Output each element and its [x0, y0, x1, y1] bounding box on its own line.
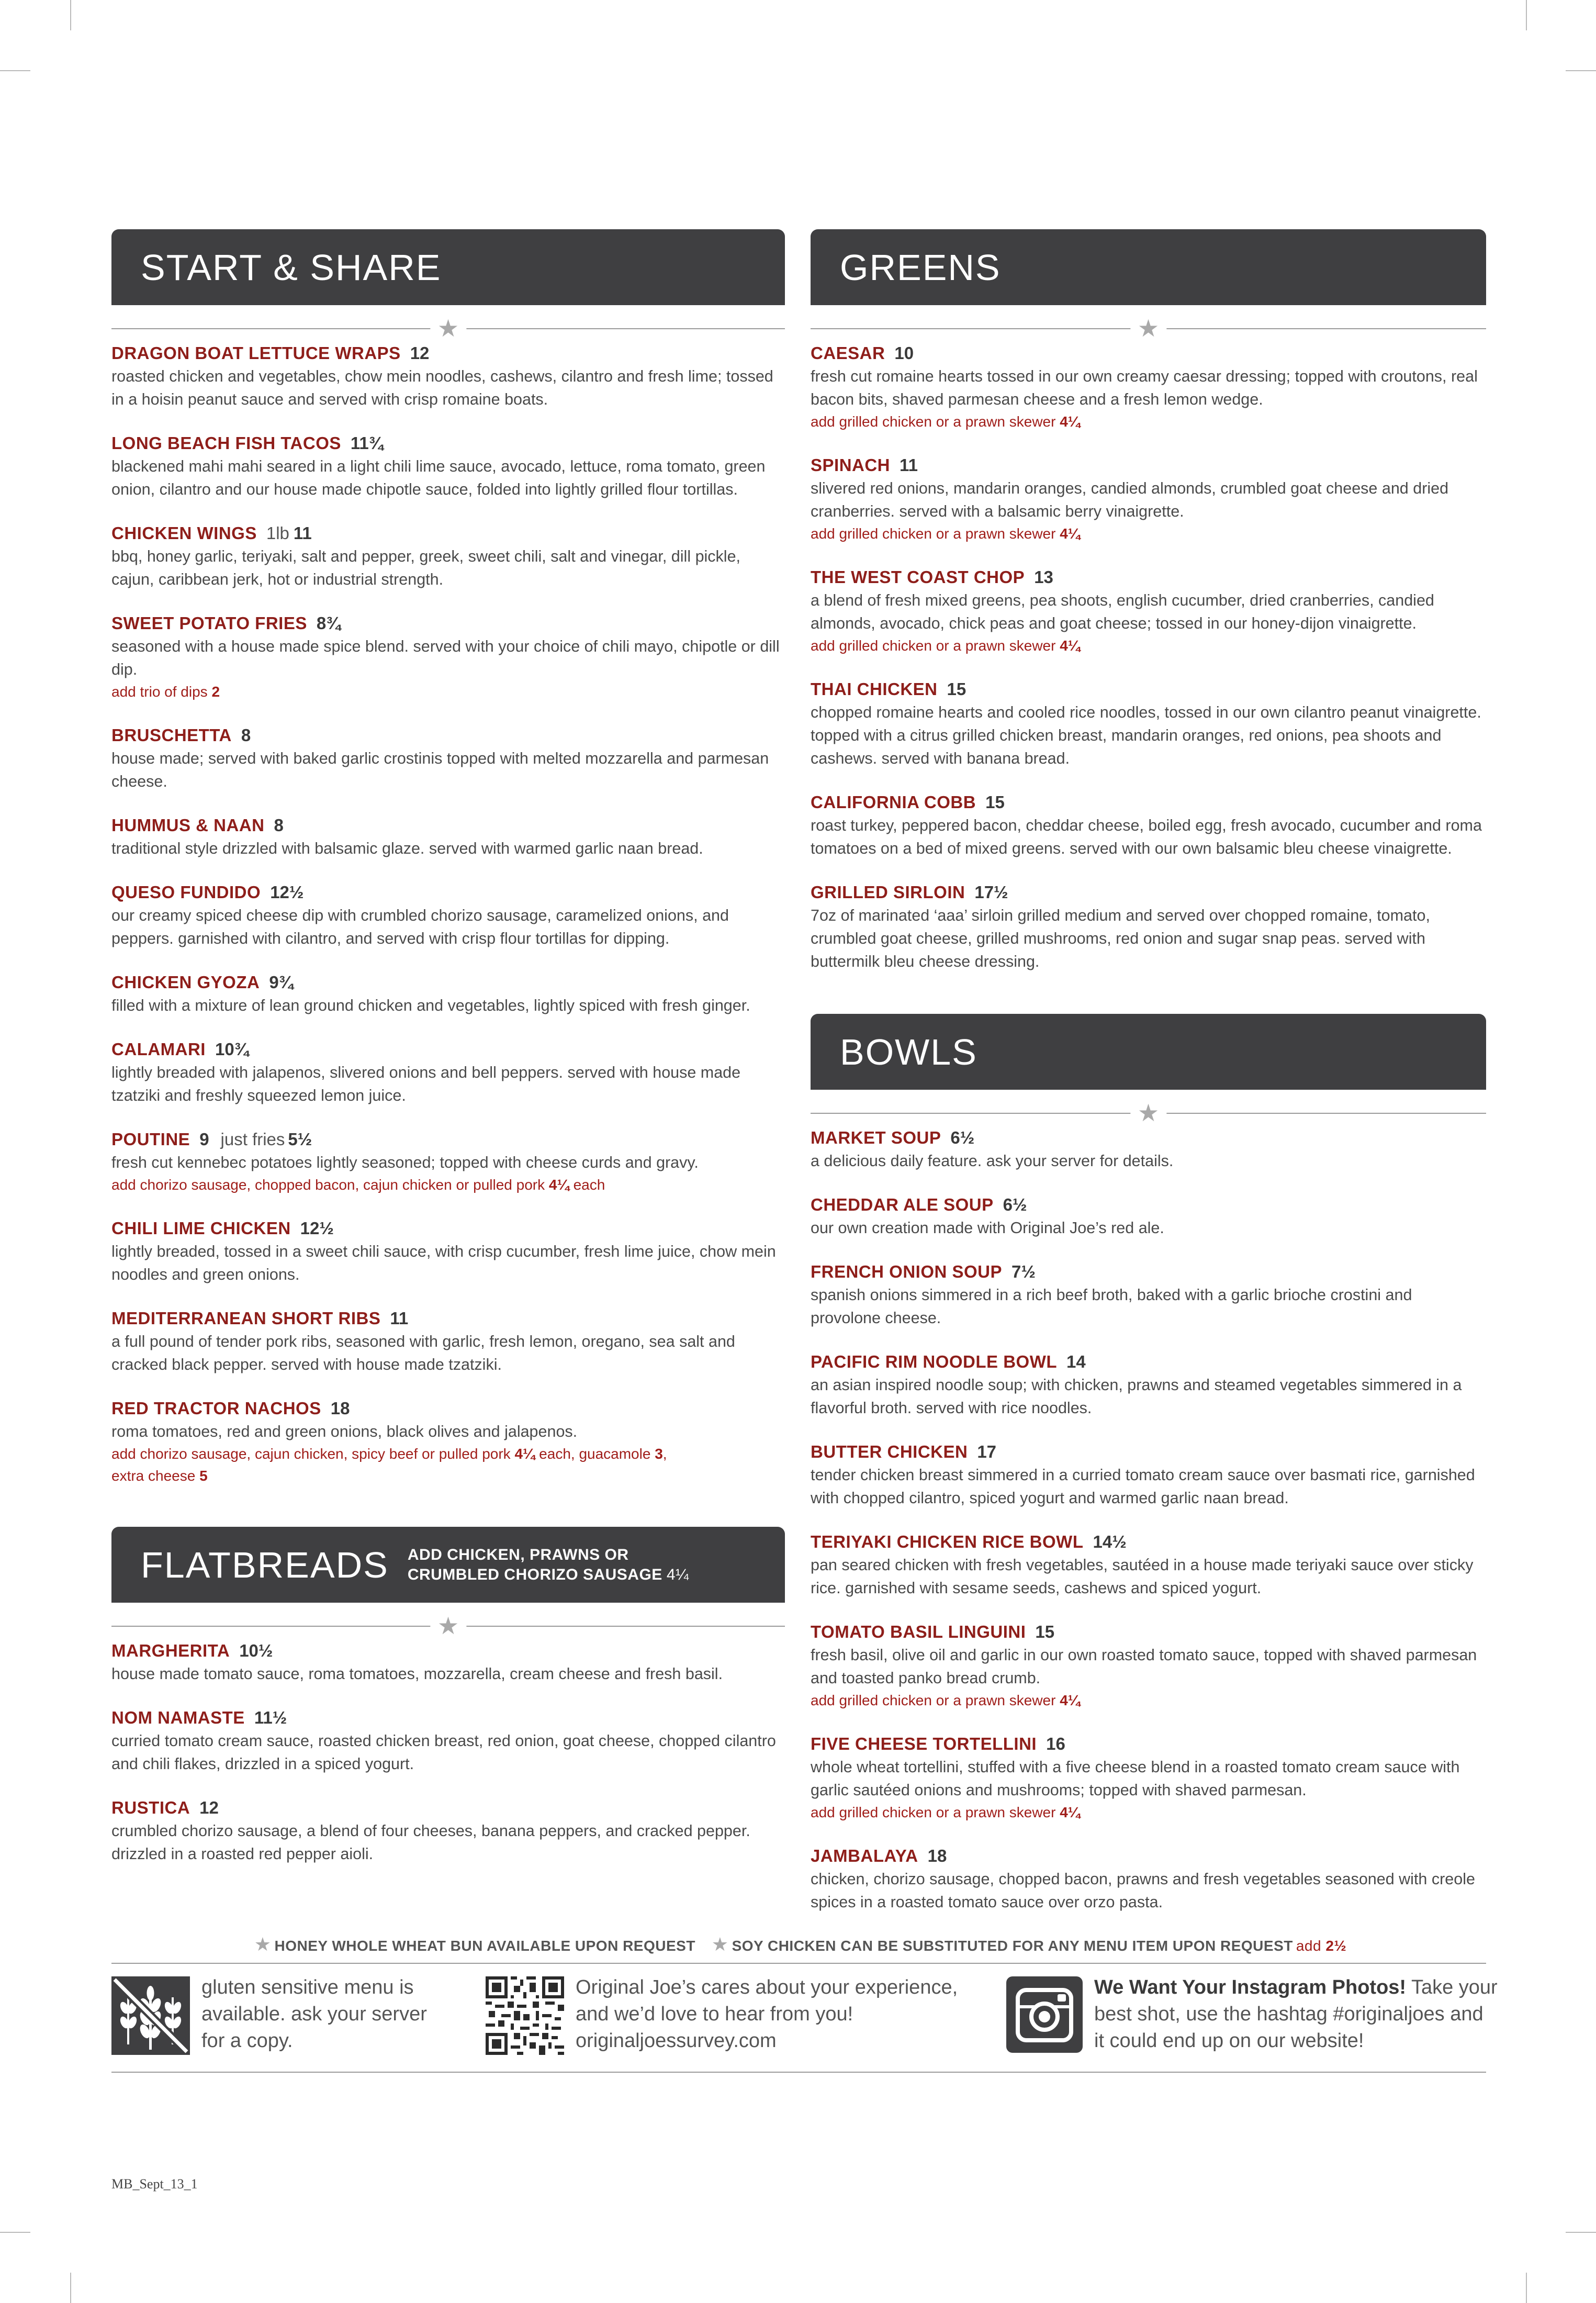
menu-item [811, 881, 1486, 973]
add-on-price: 4¼ [1060, 526, 1081, 542]
menu-item-header [111, 432, 785, 455]
menu-item-header [111, 724, 785, 747]
menu-item [811, 1440, 1486, 1510]
menu-item-header [111, 342, 785, 365]
item-price: 14 [1066, 1352, 1086, 1371]
star-icon: ★ [1130, 314, 1166, 343]
menu-item [111, 1796, 785, 1865]
add-on-suffix: each, guacamole [539, 1446, 651, 1462]
item-description: tender chicken breast simmered in a curried tomato cream sauce over basmati rice, garnished with chopped cilantro, spiced yogurt and warmed garlic naan bread. [811, 1466, 1475, 1507]
item-description: curried tomato cream sauce, roasted chicken breast, red onion, goat cheese, chopped cilantro and chili flakes, drizzled in a spiced yogurt. [111, 1732, 776, 1773]
item-price: 13 [1034, 567, 1053, 587]
item-name: FRENCH ONION SOUP [811, 1262, 1003, 1281]
item-name: JAMBALAYA [811, 1846, 918, 1865]
add-on-price: 4¼ [514, 1446, 535, 1462]
item-description: crumbled chorizo sausage, a blend of four cheeses, banana peppers, and cracked pepper. drizzled in a roasted red pepper aioli. [111, 1822, 750, 1863]
add-on-price: 4¼ [1060, 1804, 1081, 1820]
menu-item [111, 1639, 785, 1685]
menu-item [811, 1350, 1486, 1419]
item-name: DRAGON BOAT LETTUCE WRAPS [111, 343, 401, 363]
item-name: RED TRACTOR NACHOS [111, 1399, 321, 1418]
item-add-on [811, 411, 1486, 433]
add-on-text: add grilled chicken or a prawn skewer [811, 413, 1056, 430]
item-name: CHICKEN WINGS [111, 523, 257, 543]
star-divider [811, 305, 1486, 342]
add-on-text: add grilled chicken or a prawn skewer [811, 526, 1056, 542]
add-on-suffix: each [573, 1177, 605, 1193]
item-price: 15 [1035, 1622, 1055, 1641]
item-name: SPINACH [811, 455, 891, 475]
item-name: RUSTICA [111, 1798, 190, 1817]
item-variant: just fries [220, 1130, 285, 1149]
menu-item-header [111, 814, 785, 837]
item-price: 9 [199, 1130, 209, 1149]
item-description: 7oz of marinated ‘aaa’ sirloin grilled medium and served over chopped romaine, tomato, crumbled goat cheese, grilled mushrooms, red onion and sugar snap peas. served with buttermilk bleu cheese dressing. [811, 907, 1430, 970]
item-description: bbq, honey garlic, teriyaki, salt and pepper, greek, sweet chili, salt and vinegar, dill pickle, cajun, caribbean jerk, hot or industrial strength. [111, 547, 741, 588]
menu-item-header [111, 1307, 785, 1330]
menu-item [811, 678, 1486, 770]
item-price: 11 [390, 1309, 409, 1328]
item-description: lightly breaded, tossed in a sweet chili sauce, with crisp cucumber, fresh lime juice, chow mein noodles and green onions. [111, 1243, 776, 1283]
crop-mark [1526, 2273, 1527, 2303]
footer-divider [111, 2072, 1486, 2073]
menu-item-header [811, 1732, 1486, 1756]
item-add-on: add chorizo sausage, cajun chicken, spicy beef or pulled pork 4¼ each, guacamole 3, [111, 1446, 667, 1462]
item-description: fresh cut romaine hearts tossed in our own creamy caesar dressing; topped with croutons, real bacon bits, shaved parmesan cheese and a fresh lemon wedge. [811, 367, 1478, 408]
menu-item [811, 1260, 1486, 1329]
add-on-price: 4¼ [1060, 1692, 1081, 1708]
item-price: 17 [977, 1442, 997, 1461]
item-name: BUTTER CHICKEN [811, 1442, 968, 1461]
item-name: LONG BEACH FISH TACOS [111, 433, 341, 453]
menu-item-header [811, 791, 1486, 814]
item-name: PACIFIC RIM NOODLE BOWL [811, 1352, 1058, 1371]
item-price: 14½ [1093, 1532, 1127, 1551]
menu-item-header [111, 1128, 785, 1151]
menu-list [811, 1126, 1486, 1914]
item-description: filled with a mixture of lean ground chicken and vegetables, lightly spiced with fresh ginger. [111, 997, 750, 1014]
item-add-on [811, 1690, 1486, 1712]
item-price: 11¾ [350, 433, 384, 453]
crop-mark [1566, 2232, 1596, 2233]
item-description: spanish onions simmered in a rich beef broth, baked with a garlic brioche crostini and provolone cheese. [811, 1286, 1412, 1327]
menu-item [811, 1732, 1486, 1824]
menu-item-header [811, 1440, 1486, 1463]
item-price: 18 [927, 1846, 947, 1865]
star-divider [111, 305, 785, 342]
menu-item-header [111, 1038, 785, 1061]
start-share-section [111, 229, 785, 1508]
menu-item-header [811, 342, 1486, 365]
menu-item-header [811, 1530, 1486, 1553]
item-price: 9¾ [269, 972, 294, 992]
menu-item-header [111, 971, 785, 994]
section-header [811, 1014, 1486, 1090]
menu-item-header [111, 1397, 785, 1420]
item-name: CHEDDAR ALE SOUP [811, 1195, 994, 1214]
item-description: a full pound of tender pork ribs, seasoned with garlic, fresh lemon, oregano, sea salt and cracked black pepper. served with house made tzatziki. [111, 1333, 735, 1373]
item-description: our creamy spiced cheese dip with crumbled chorizo sausage, caramelized onions, and peppers. garnished with cilantro, and served with crisp flour tortillas for dipping. [111, 907, 729, 947]
item-price: 7½ [1011, 1262, 1036, 1281]
item-description: an asian inspired noodle soup; with chicken, prawns and steamed vegetables simmered in a flavorful broth. served with rice noodles. [811, 1376, 1462, 1417]
item-description: roma tomatoes, red and green onions, black olives and jalapenos. [111, 1423, 578, 1440]
item-price: 6½ [950, 1128, 975, 1147]
survey-link[interactable]: originaljoessurvey.com [576, 2030, 777, 2052]
item-add-on [811, 1802, 1486, 1824]
item-price: 8¾ [316, 613, 341, 633]
menu-list [111, 342, 785, 1487]
menu-item-header [811, 1126, 1486, 1149]
star-icon: ★ [711, 1933, 729, 1955]
menu-list [111, 1639, 785, 1865]
item-description: fresh cut kennebec potatoes lightly seasoned; topped with cheese curds and gravy. [111, 1154, 699, 1171]
soy-note: SOY CHICKEN CAN BE SUBSTITUTED FOR ANY MENU ITEM UPON REQUEST [732, 1938, 1293, 1954]
menu-notes-bar: ★ HONEY WHOLE WHEAT BUN AVAILABLE UPON REQUEST ★ SOY CHICKEN CAN BE SUBSTITUTED FOR ANY MENU ITEM UPON REQUEST add 2½ [254, 1933, 1347, 1955]
gluten-free-wheat-icon [111, 1976, 190, 2055]
section-title: GREENS [840, 247, 1001, 288]
crop-mark [70, 0, 71, 30]
item-price: 10 [894, 343, 914, 363]
menu-item [811, 1193, 1486, 1239]
item-description: lightly breaded with jalapenos, slivered onions and bell peppers. served with house made tzatziki and freshly squeezed lemon juice. [111, 1064, 741, 1104]
greens-section [811, 229, 1486, 994]
item-add-on [111, 681, 785, 703]
item-name: THAI CHICKEN [811, 679, 938, 699]
item-description: chicken, chorizo sausage, chopped bacon, prawns and fresh vegetables seasoned with creole spices in a roasted tomato sauce over orzo pasta. [811, 1870, 1475, 1911]
star-divider [111, 1603, 785, 1639]
section-header [111, 229, 785, 305]
menu-item [111, 1397, 785, 1487]
item-price: 12 [410, 343, 430, 363]
item-description: whole wheat tortellini, stuffed with a five cheese blend in a roasted tomato cream sauce with garlic sautéed onions and mushrooms; topped with shaved parmesan. [811, 1758, 1460, 1799]
item-name: MARKET SOUP [811, 1128, 941, 1147]
item-description: our own creation made with Original Joe’s red ale. [811, 1219, 1164, 1237]
star-icon: ★ [430, 314, 466, 343]
item-name: BRUSCHETTA [111, 725, 232, 745]
item-price: 11 [900, 455, 918, 475]
add-on-price: 3 [655, 1446, 663, 1462]
menu-item [111, 881, 785, 950]
flatbreads-section [111, 1527, 785, 1886]
star-icon: ★ [430, 1611, 466, 1640]
section-header [111, 1527, 785, 1603]
menu-item-header [111, 522, 785, 545]
item-name: QUESO FUNDIDO [111, 882, 261, 902]
item-price: 12½ [270, 882, 304, 902]
menu-item-header [811, 1350, 1486, 1373]
item-add-on [811, 523, 1486, 545]
item-description: traditional style drizzled with balsamic glaze. served with warmed garlic naan bread. [111, 840, 703, 857]
item-price: 18 [330, 1399, 350, 1418]
menu-item [811, 454, 1486, 545]
flatbreads-addon-note: ADD CHICKEN, PRAWNS OR CRUMBLED CHORIZO SAUSAGE 4¼ [407, 1546, 689, 1583]
instagram-icon[interactable] [1006, 1976, 1083, 2053]
item-name: GRILLED SIRLOIN [811, 882, 965, 902]
item-price: 11 [293, 523, 312, 543]
bowls-section [811, 1014, 1486, 1935]
item-description: fresh basil, olive oil and garlic in our own roasted tomato sauce, topped with shaved parmesan and toasted panko bread crumb. [811, 1646, 1477, 1687]
menu-item-header [811, 454, 1486, 477]
menu-item-header [111, 881, 785, 904]
menu-item-header [811, 1620, 1486, 1644]
item-description: roasted chicken and vegetables, chow mein noodles, cashews, cilantro and fresh lime; tossed in a hoisin peanut sauce and served with crisp romaine boats. [111, 367, 773, 408]
item-price: 6½ [1003, 1195, 1027, 1214]
section-title: BOWLS [840, 1031, 977, 1072]
section-title: START & SHARE [141, 247, 442, 288]
bun-note: HONEY WHOLE WHEAT BUN AVAILABLE UPON REQUEST [274, 1938, 695, 1954]
item-name: NOM NAMASTE [111, 1708, 245, 1727]
item-description: seasoned with a house made spice blend. served with your choice of chili mayo, chipotle or dill dip. [111, 638, 780, 678]
item-description: house made tomato sauce, roma tomatoes, mozzarella, cream cheese and fresh basil. [111, 1665, 723, 1683]
menu-item-header [811, 881, 1486, 904]
item-price: 12 [199, 1798, 219, 1817]
crop-mark [1526, 0, 1527, 30]
item-price: 17½ [974, 882, 1008, 902]
menu-item [111, 612, 785, 703]
menu-item-header [811, 1193, 1486, 1216]
item-price: 10½ [239, 1641, 273, 1660]
menu-item-header [111, 1796, 785, 1819]
add-on-text: add chorizo sausage, chopped bacon, cajun chicken or pulled pork [111, 1177, 545, 1193]
item-name: THE WEST COAST CHOP [811, 567, 1025, 587]
item-price: 12½ [300, 1218, 334, 1238]
item-price: 10¾ [215, 1039, 249, 1059]
item-price: 15 [985, 792, 1005, 812]
add-on-text: add grilled chicken or a prawn skewer [811, 1804, 1056, 1820]
item-name: CALAMARI [111, 1039, 206, 1059]
item-add-on [811, 635, 1486, 657]
menu-list [811, 342, 1486, 973]
menu-item [811, 1844, 1486, 1914]
item-name: FIVE CHEESE TORTELLINI [811, 1734, 1037, 1753]
document-code: MB_Sept_13_1 [111, 2176, 198, 2192]
item-price: 15 [947, 679, 966, 699]
item-name: CAESAR [811, 343, 885, 363]
star-divider [811, 1090, 1486, 1126]
menu-item-header [111, 1639, 785, 1662]
item-add-on [111, 1465, 785, 1487]
crop-mark [70, 2273, 71, 2303]
item-description: blackened mahi mahi seared in a light chili lime sauce, avocado, lettuce, roma tomato, green onion, cilantro and our house made chipotle sauce, folded into lightly grilled flour tortillas. [111, 457, 766, 498]
item-name: MEDITERRANEAN SHORT RIBS [111, 1309, 381, 1328]
menu-item [111, 1128, 785, 1196]
section-title: FLATBREADS [141, 1544, 389, 1585]
menu-item [811, 1126, 1486, 1172]
item-description: pan seared chicken with fresh vegetables, sautéed in a house made teriyaki sauce over sticky rice. garnished with sesame seeds, cashews and spiced yogurt. [811, 1556, 1474, 1597]
item-name: CHILI LIME CHICKEN [111, 1218, 291, 1238]
item-variant-price: 5½ [288, 1130, 312, 1149]
footer-divider [111, 1963, 1486, 1964]
item-name: CHICKEN GYOZA [111, 972, 260, 992]
crop-mark [1566, 70, 1596, 71]
item-price: 11½ [254, 1708, 287, 1727]
star-icon: ★ [254, 1933, 272, 1955]
menu-item [811, 1530, 1486, 1600]
add-on-text: add grilled chicken or a prawn skewer [811, 638, 1056, 654]
item-name: TOMATO BASIL LINGUINI [811, 1622, 1026, 1641]
item-description: slivered red onions, mandarin oranges, candied almonds, crumbled goat cheese and dried cranberries. served with a balsamic berry vinaigrette. [811, 479, 1449, 520]
add-on-price: 4¼ [1060, 638, 1081, 654]
menu-item [811, 1620, 1486, 1712]
crop-mark [0, 70, 30, 71]
qr-code-icon[interactable] [486, 1976, 564, 2055]
menu-item [111, 522, 785, 591]
menu-item-header [111, 1706, 785, 1729]
menu-item [111, 342, 785, 411]
item-add-on [111, 1174, 785, 1196]
instagram-note: We Want Your Instagram Photos! Take your best shot, use the hashtag #originaljoes and it could end up on our website! [1006, 1976, 1498, 2060]
menu-item-header [111, 612, 785, 635]
item-price: 8 [274, 815, 284, 835]
item-price: 8 [241, 725, 251, 745]
survey-note: Original Joe’s cares about your experience, and we’d love to hear from you! originaljoessurvey.com [486, 1976, 958, 2060]
menu-item [111, 724, 785, 793]
item-portion: 1lb [266, 523, 289, 543]
menu-item-header [111, 1217, 785, 1240]
item-name: CALIFORNIA COBB [811, 792, 976, 812]
crop-mark [0, 2232, 30, 2233]
item-description: roast turkey, peppered bacon, cheddar cheese, boiled egg, fresh avocado, cucumber and roma tomatoes on a bed of mixed greens. served with our own balsamic bleu cheese vinaigrette. [811, 817, 1482, 857]
item-name: MARGHERITA [111, 1641, 230, 1660]
add-on-text: add trio of dips [111, 684, 208, 700]
add-on-price: 4¼ [1060, 413, 1081, 430]
menu-item-header [811, 1260, 1486, 1283]
add-on-price: 5 [199, 1468, 208, 1484]
item-description: a blend of fresh mixed greens, pea shoots, english cucumber, dried cranberries, candied almonds, avocado, chick peas and goat cheese; tossed in our honey-dijon vinaigrette. [811, 591, 1434, 632]
menu-item [111, 432, 785, 501]
add-on-price: 2 [211, 684, 220, 700]
gluten-sensitive-note: gluten sensitive menu is available. ask your server for a copy. [111, 1976, 427, 2060]
item-name: HUMMUS & NAAN [111, 815, 265, 835]
menu-item [111, 1217, 785, 1286]
menu-item [811, 791, 1486, 860]
section-header [811, 229, 1486, 305]
item-name: TERIYAKI CHICKEN RICE BOWL [811, 1532, 1084, 1551]
item-description: house made; served with baked garlic crostinis topped with melted mozzarella and parmesan cheese. [111, 750, 769, 790]
item-name: SWEET POTATO FRIES [111, 613, 307, 633]
menu-item-header [811, 678, 1486, 701]
item-price: 16 [1046, 1734, 1065, 1753]
add-on-text: add grilled chicken or a prawn skewer [811, 1692, 1056, 1708]
menu-item-header [811, 566, 1486, 589]
item-name: POUTINE [111, 1130, 190, 1149]
star-icon: ★ [1130, 1098, 1166, 1127]
menu-item [111, 1706, 785, 1775]
menu-item [811, 342, 1486, 433]
menu-item [111, 814, 785, 860]
menu-item [111, 1307, 785, 1376]
add-on-price: 4¼ [548, 1177, 569, 1193]
item-description: chopped romaine hearts and cooled rice noodles, tossed in our own cilantro peanut vinaigrette. topped with a citrus grilled chicken breast, mandarin oranges, red onions, pea shoots and cashews. served with banana bread. [811, 703, 1481, 767]
item-description: a delicious daily feature. ask your server for details. [811, 1152, 1174, 1170]
add-on-text: add chorizo sausage, cajun chicken, spicy beef or pulled pork [111, 1446, 511, 1462]
menu-item [111, 1038, 785, 1107]
menu-item-header [811, 1844, 1486, 1868]
add-on-text: extra cheese [111, 1468, 196, 1484]
menu-item [811, 566, 1486, 657]
menu-item [111, 971, 785, 1017]
